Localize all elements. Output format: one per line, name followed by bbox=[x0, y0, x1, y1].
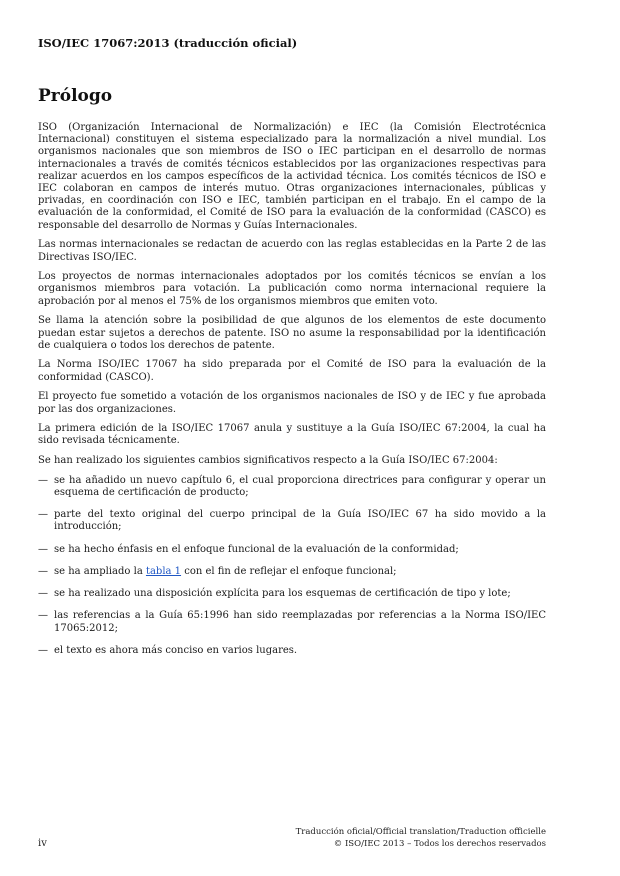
list-item-prefix: se ha ampliado la bbox=[54, 565, 146, 577]
paragraph-prepared-by: La Norma ISO/IEC 17067 ha sido preparada por el Comité de ISO para la evaluación de la conformidad (CASCO). bbox=[38, 359, 546, 383]
list-item bbox=[38, 610, 546, 634]
translation-notice: Traducción oficial/Official translation/Traduction officielle bbox=[295, 827, 546, 837]
list-item bbox=[38, 588, 546, 600]
paragraph-edition: La primera edición de la ISO/IEC 17067 anula y sustituye a la Guía ISO/IEC 67:2004, la cual ha sido revisada técnicamente. bbox=[38, 423, 546, 447]
document-body bbox=[38, 122, 546, 667]
list-item-text: las referencias a la Guía 65:1996 han sido reemplazadas por referencias a la Norma ISO/IEC 17065:2012; bbox=[54, 610, 546, 634]
dash-marker: — bbox=[38, 509, 48, 521]
dash-marker: — bbox=[38, 588, 48, 600]
dash-marker: — bbox=[38, 474, 48, 486]
paragraph-directives: Las normas internacionales se redactan de acuerdo con las reglas establecidas en la Parte 2 de las Directivas ISO/IEC. bbox=[38, 239, 546, 263]
list-item-text: se ha hecho énfasis en el enfoque funcional de la evaluación de la conformidad; bbox=[54, 543, 459, 555]
dash-marker: — bbox=[38, 610, 48, 622]
list-item-text: el texto es ahora más conciso en varios lugares. bbox=[54, 644, 298, 656]
paragraph-patents: Se llama la atención sobre la posibilidad de que algunos de los elementos de este documento puedan estar sujetos a derechos de patente. ISO no asume la responsabilidad por la identificación de cualquiera o todos los derechos de patente. bbox=[38, 315, 546, 351]
document-header: ISO/IEC 17067:2013 (traducción oficial) bbox=[38, 36, 298, 50]
dash-marker: — bbox=[38, 644, 48, 656]
paragraph-changes-intro: Se han realizado los siguientes cambios significativos respecto a la Guía ISO/IEC 67:2004: bbox=[38, 455, 498, 467]
copyright-notice: © ISO/IEC 2013 – Todos los derechos reservados bbox=[333, 839, 546, 849]
dash-marker: — bbox=[38, 565, 48, 577]
changes-list bbox=[38, 475, 546, 657]
list-item bbox=[38, 544, 546, 556]
list-item-text: se ha realizado una disposición explícita para los esquemas de certificación de tipo y lote; bbox=[54, 588, 511, 600]
paragraph-voting: Los proyectos de normas internacionales adoptados por los comités técnicos se envían a los organismos miembros para votación. La publicación como norma internacional requiere la aprobación por al menos el 75% de los organismos miembros que emiten voto. bbox=[38, 271, 546, 307]
paragraph-approval: El proyecto fue sometido a votación de los organismos nacionales de ISO y de IEC y fue aprobada por las dos organizaciones. bbox=[38, 391, 546, 415]
page-title: Prólogo bbox=[38, 86, 113, 106]
dash-marker: — bbox=[38, 543, 48, 555]
footer-info bbox=[296, 826, 546, 850]
list-item-suffix: con el fin de reflejar el enfoque funcional; bbox=[181, 565, 397, 577]
list-item bbox=[38, 509, 546, 533]
page-number: iv bbox=[38, 838, 47, 849]
list-item bbox=[38, 475, 546, 499]
paragraph-intro: ISO (Organización Internacional de Normalización) e IEC (la Comisión Electrotécnica Internacional) constituyen el sistema especializado para la normalización a nivel mundial. Los organismos nacionales que son miembros de ISO o IEC participan en el desarrollo de normas internacionales a través de comités técnicos establecidos por las organizaciones respectivas para realizar acuerdos en los campos específicos de la actividad técnica. Los comités técnicos de ISO e IEC colaboran en campos de interés mutuo. Otras organizaciones internacionales, públicas y privadas, en coordinación con ISO e IEC, también participan en el trabajo. En el campo de la evaluación de la conformidad, el Comité de ISO para la evaluación de la conformidad (CASCO) es responsable del desarrollo de Normas y Guías Internacionales. bbox=[38, 122, 546, 231]
list-item bbox=[38, 566, 546, 578]
tabla-1-link[interactable]: tabla 1 bbox=[145, 565, 182, 577]
list-item bbox=[38, 645, 546, 657]
list-item-text: se ha añadido un nuevo capítulo 6, el cual proporciona directrices para configurar y operar un esquema de certificación de producto; bbox=[54, 474, 546, 499]
list-item-text: parte del texto original del cuerpo principal de la Guía ISO/IEC 67 ha sido movido a la introducción; bbox=[54, 509, 546, 533]
